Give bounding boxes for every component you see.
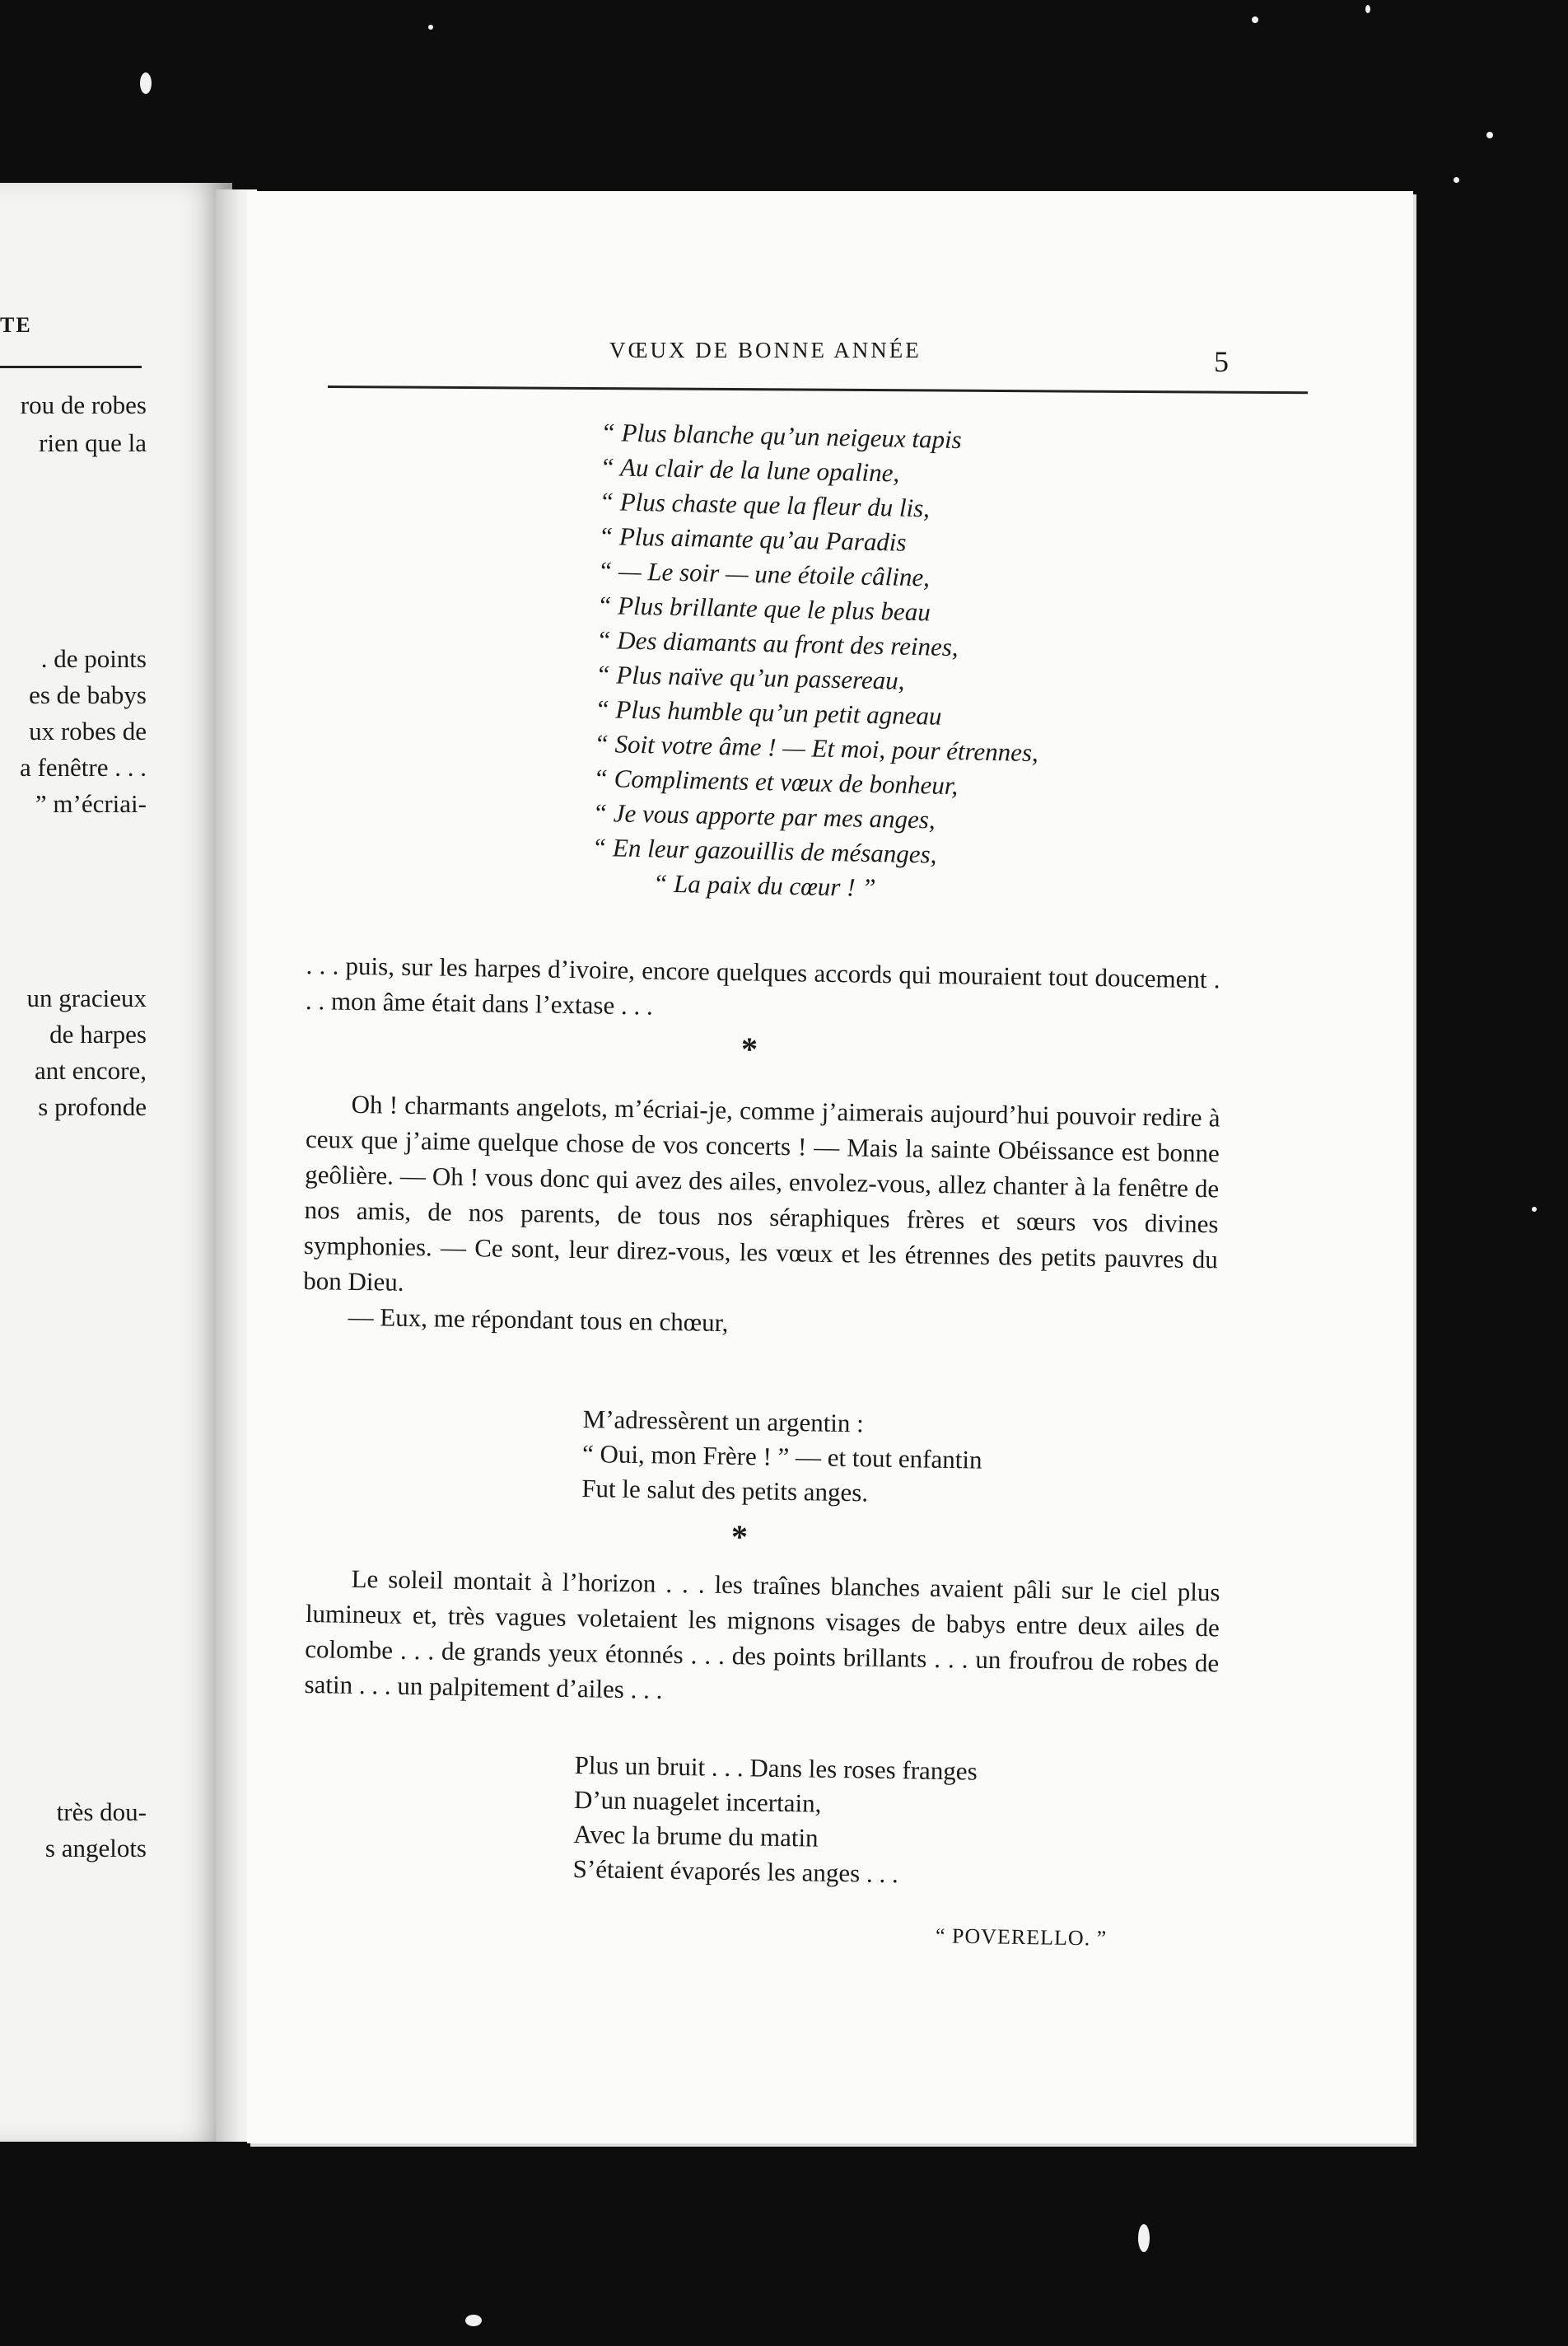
verse-2 <box>572 1748 978 1893</box>
header-rule <box>328 386 1308 394</box>
verse-line: S’étaient évaporés les anges . . . <box>572 1853 899 1889</box>
section-asterisk: * <box>731 1518 748 1555</box>
poem <box>591 415 1244 913</box>
dust-speck <box>1486 132 1493 138</box>
verse-line: D’un nuagelet incertain, <box>573 1784 822 1818</box>
left-text-fragment: un gracieux <box>26 984 147 1012</box>
paragraph: — Eux, me répondant tous en chœur, <box>348 1302 729 1338</box>
poem-line: “ Plus humble qu’un petit agneau <box>595 694 942 731</box>
poem-line: “ Je vous apporte par mes anges, <box>592 797 936 834</box>
dust-speck <box>1365 5 1370 13</box>
left-text-fragment: rou de robes <box>20 390 147 419</box>
page-number: 5 <box>1214 345 1229 378</box>
paragraph-1-container <box>306 947 1220 1032</box>
left-text-fragment: . de points <box>40 644 147 673</box>
section-asterisk: * <box>741 1030 758 1068</box>
dust-speck <box>140 72 152 94</box>
left-text-fragment: s angelots <box>44 1834 147 1862</box>
left-header-rule <box>0 366 142 368</box>
paragraph-2-container <box>302 1086 1220 1348</box>
left-text-fragment: a fenêtre . . . <box>19 753 147 782</box>
poem-line: “ Soit votre âme ! — Et moi, pour étrennes, <box>594 728 1039 768</box>
left-text-fragment: très dou- <box>56 1797 147 1826</box>
paragraph-4-container <box>304 1560 1220 1716</box>
dust-speck <box>1532 1207 1537 1212</box>
dust-speck <box>1138 2224 1150 2252</box>
poem-line: “ Plus aimante qu’au Paradis <box>598 521 907 557</box>
right-page <box>247 191 1413 2143</box>
left-text-fragment: ant encore, <box>35 1056 147 1085</box>
poem-line: “ — Le soir — une étoile câline, <box>597 555 931 592</box>
paragraph: . . . puis, sur les harpes d’ivoire, encore quelques accords qui mouraient tout doucement . . . mon âme était dans l’extase . . . <box>305 950 1220 1021</box>
left-text-fragment: s profonde <box>38 1092 147 1121</box>
poem-line: “ Compliments et vœux de bonheur, <box>593 763 959 801</box>
poem-line: “ Au clair de la lune opaline, <box>600 451 900 488</box>
running-head: VŒUX DE BONNE ANNÉE <box>609 338 922 362</box>
verse-line: Fut le salut des petits anges. <box>581 1473 869 1507</box>
left-text-fragment: es de babys <box>29 680 147 709</box>
dust-speck <box>428 25 433 30</box>
left-text-fragment: ux robes de <box>29 717 147 745</box>
dust-speck <box>1454 177 1459 183</box>
verse-line: “ Oui, mon Frère ! ” — et tout enfantin <box>581 1438 982 1474</box>
left-text-fragment: de harpes <box>49 1020 147 1049</box>
paragraph: Oh ! charmants angelots, m’écriai-je, comme j’aimerais aujourd’hui pouvoir redire à ceux que j’aime quelque chose de vos concerts ! — Mais la sainte Obéissance est bonne geôlière. — Oh ! vous donc qui avez des ailes, envolez-vous, allez chanter à la fenêtre de nos amis, de nos parents, de tous nos séraphiques frères et sœurs vos divines symphonies. — Ce sont, leur direz-vous, les vœux et les étrennes des petits pauvres du bon Dieu. <box>303 1089 1220 1297</box>
verse-line: M’adressèrent un argentin : <box>582 1404 865 1438</box>
poem-line: “ En leur gazouillis de mésanges, <box>591 832 937 869</box>
paragraph: Le soleil montait à l’horizon . . . les traînes blanches avaient pâli sur le ciel plus lumineux et, très vagues voletaient les mignons visages de babys entre deux ailes de colombe . . . de grands yeux étonnés . . . des points brillants . . . un froufrou de robes de satin . . . un palpitement d’ailes . . . <box>304 1563 1220 1704</box>
verse-line: Avec la brume du matin <box>573 1819 819 1853</box>
left-text-fragment: ” m’écriai- <box>35 789 147 818</box>
left-text-fragment: rien que la <box>39 428 147 457</box>
dust-speck <box>465 2315 482 2326</box>
poem-line: “ Plus chaste que la fleur du lis, <box>599 486 931 523</box>
signature: “ POVERELLO. ” <box>935 1923 1108 1951</box>
left-page <box>0 183 232 2142</box>
verse-1 <box>581 1402 982 1512</box>
poem-line: “ Plus brillante que le plus beau <box>596 590 931 627</box>
dust-speck <box>1252 16 1258 23</box>
poem-line: “ Plus naïve qu’un passereau, <box>595 659 905 695</box>
verse-line: Plus un bruit . . . Dans les roses franges <box>574 1750 978 1786</box>
poem-line: “ La paix du cœur ! ” <box>652 868 876 903</box>
poem-line: “ Des diamants au front des reines, <box>595 624 959 662</box>
poem-line: “ Plus blanche qu’un neigeux tapis <box>600 417 963 455</box>
left-running-head-fragment: TE <box>0 313 32 337</box>
